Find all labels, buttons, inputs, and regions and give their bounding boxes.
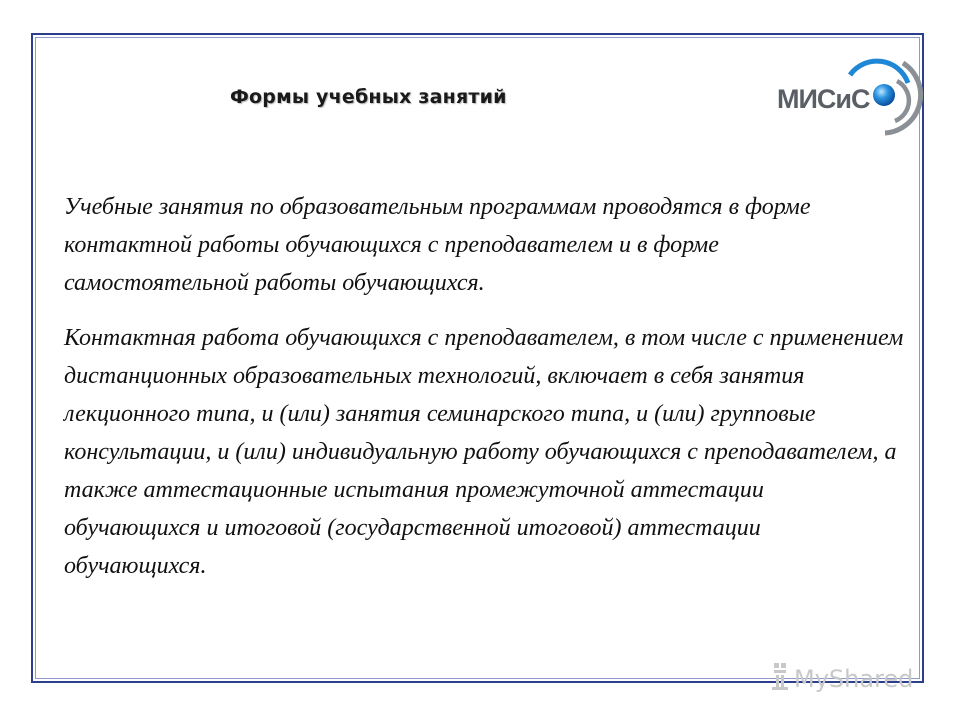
logo-ring-inner bbox=[895, 81, 909, 121]
logo-text: МИСиС bbox=[777, 84, 870, 114]
slide-title: Формы учебных занятий bbox=[230, 86, 507, 108]
myshared-watermark bbox=[770, 657, 930, 695]
slide-body bbox=[64, 188, 904, 585]
paragraph-2: Контактная работа обучающихся с преподавателем, в том числе с применением дистанционных образовательных технологий, включает в себя занятия лекционного типа, и (или) занятия семинарского типа, и (или) групповые консультации, и (или) индивидуальную работу обучающихся с преподавателем, а также аттестационные испытания промежуточной аттестации обучающихся и итоговой (государственной итоговой) аттестации обучающихся. bbox=[64, 325, 904, 579]
watermark-icon bbox=[772, 663, 788, 690]
misis-logo bbox=[775, 55, 925, 140]
paragraph-1: Учебные занятия по образовательным программам проводятся в форме контактной работы обучающихся с преподавателем и в форме самостоятельной работы обучающихся. bbox=[64, 194, 811, 296]
logo-sphere bbox=[873, 84, 895, 106]
watermark-text: MyShared bbox=[794, 665, 914, 693]
